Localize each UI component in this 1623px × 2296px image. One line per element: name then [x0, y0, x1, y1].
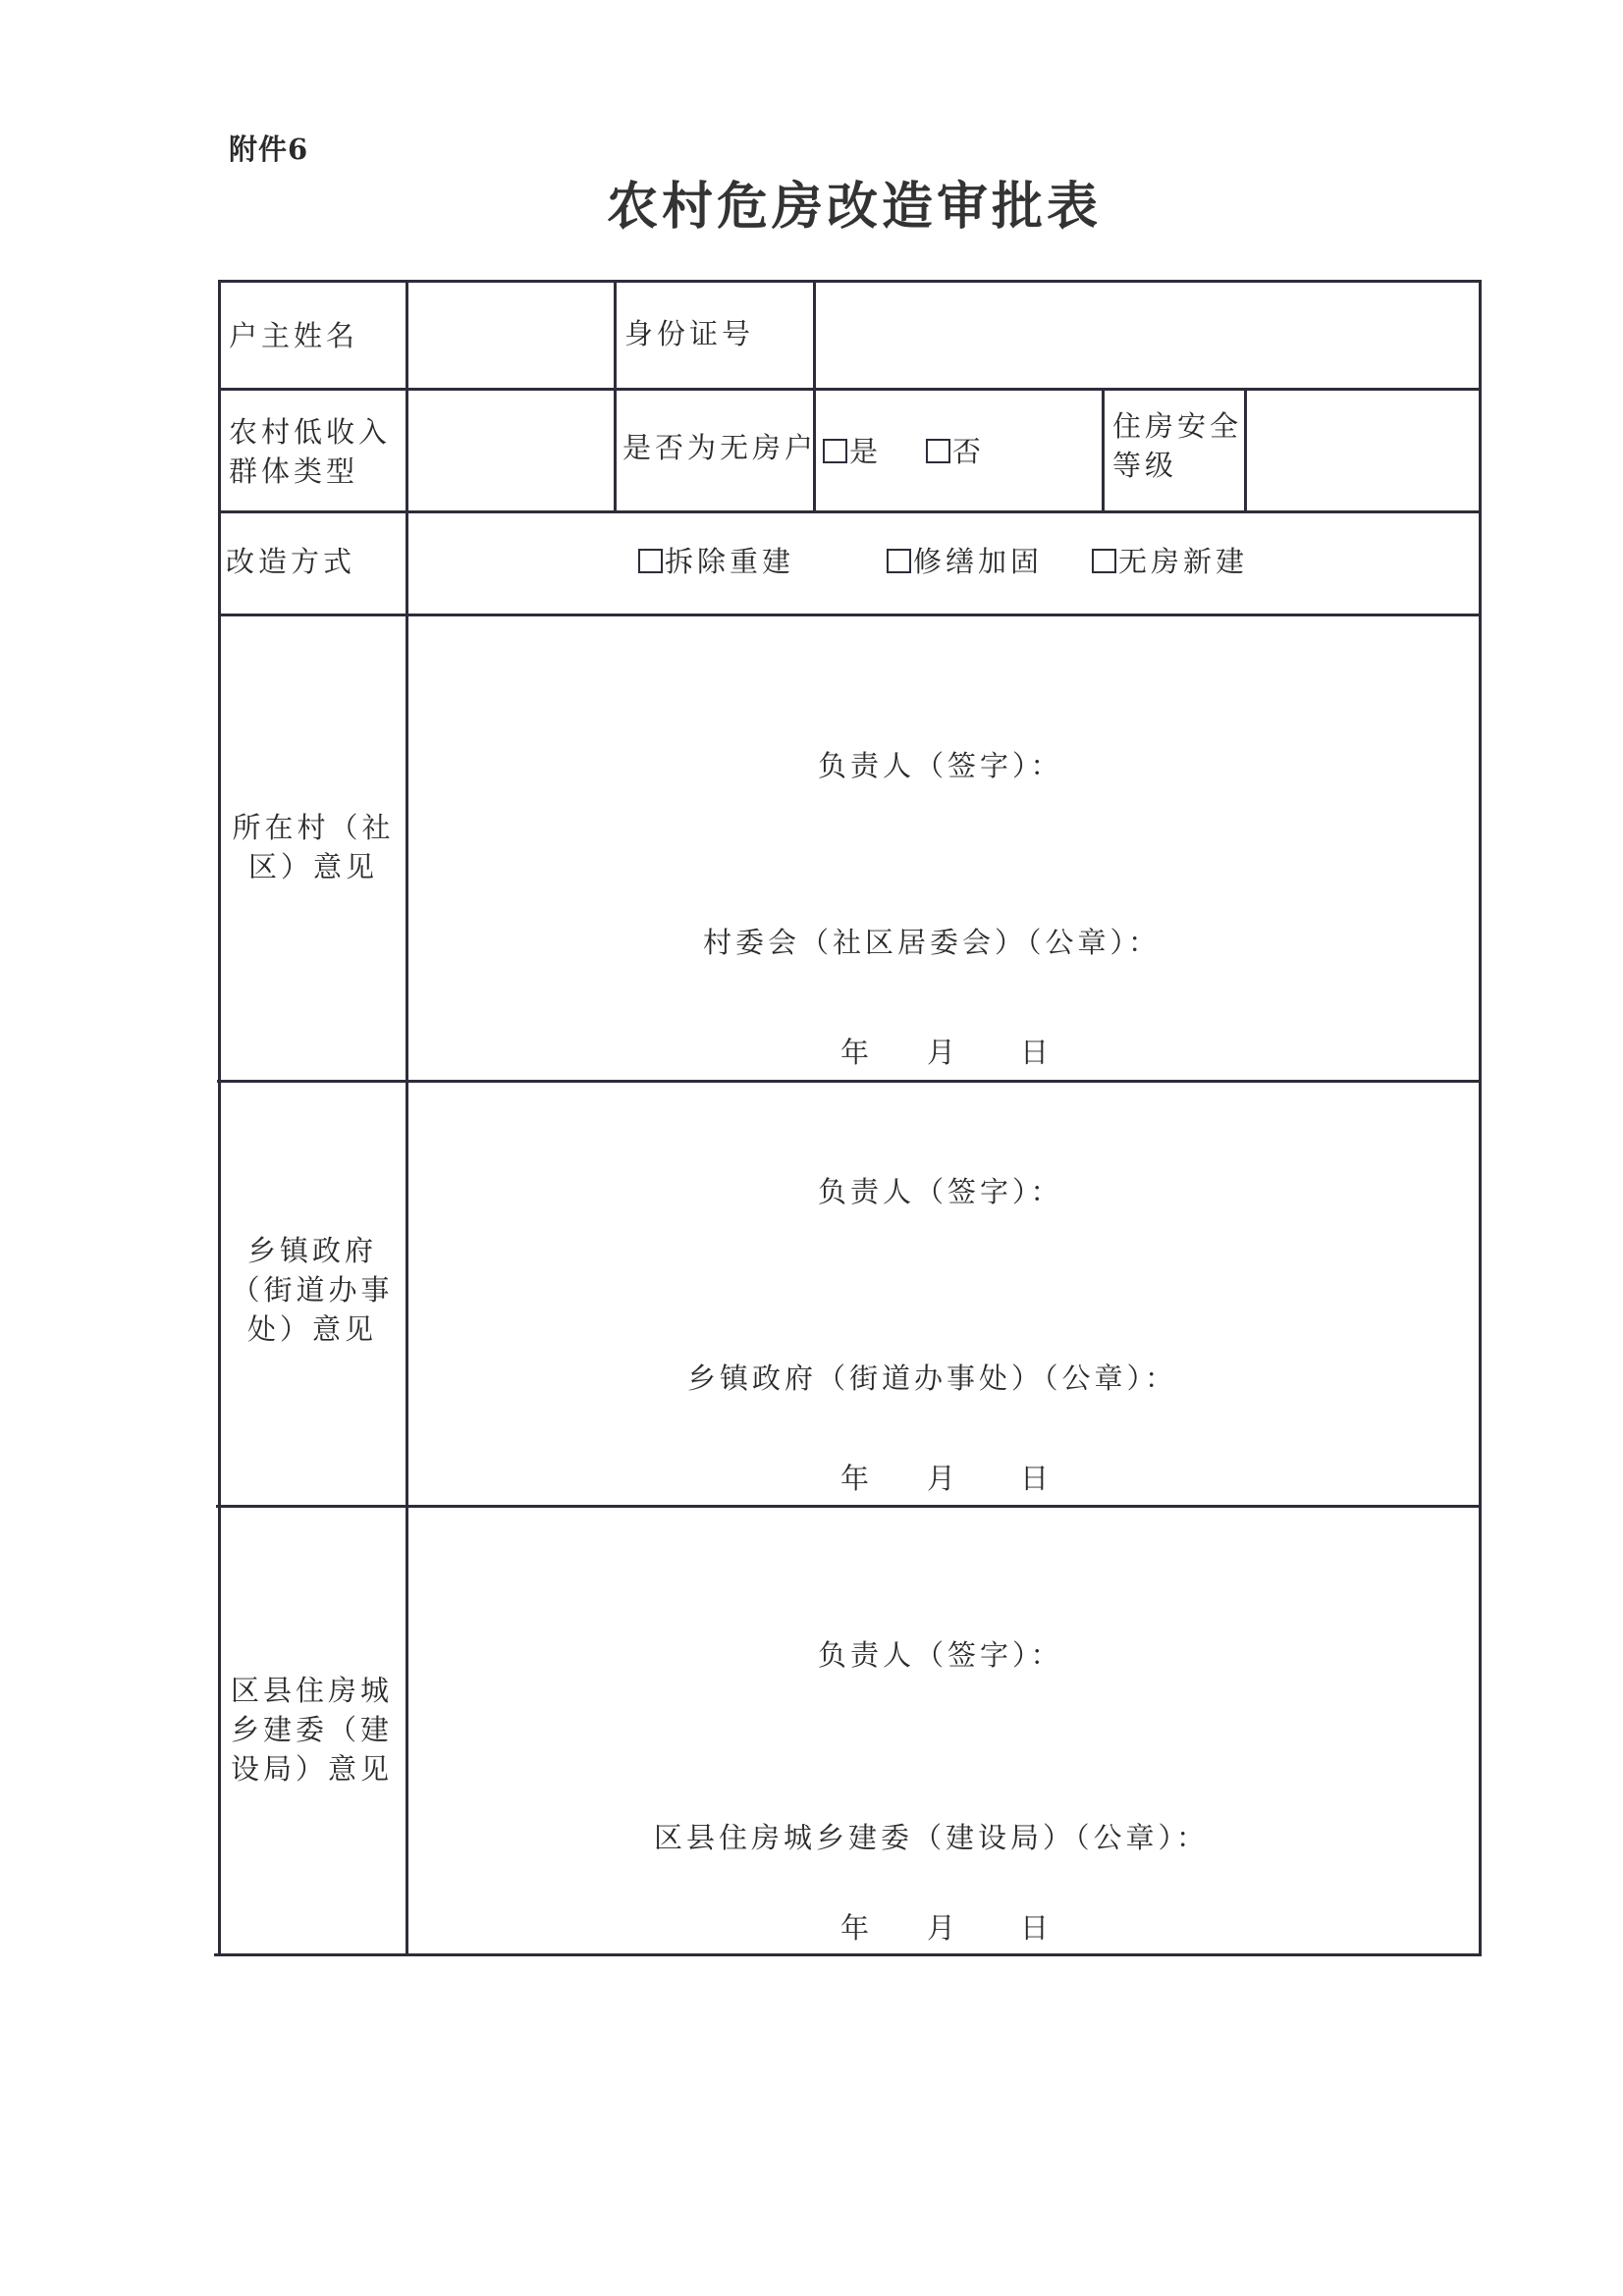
county-seal-label[interactable]: 区县住房城乡建委（建设局）（公章）： [654, 1821, 1210, 1854]
safety-level-field[interactable] [1249, 393, 1477, 508]
homeless-no-label: 否 [952, 435, 986, 468]
id-number-label: 身份证号 [624, 317, 755, 350]
homeless-no-checkbox[interactable] [926, 439, 950, 463]
divider-safety-left [1102, 388, 1105, 513]
township-label-line1: 乡镇政府 [246, 1234, 377, 1267]
attachment-label: 附件6 [229, 133, 309, 166]
newbuild-checkbox[interactable] [1092, 549, 1116, 573]
safety-label-line1: 住房安全 [1112, 409, 1243, 443]
county-date-year[interactable]: 年 [840, 1911, 874, 1945]
repair-label: 修缮加固 [913, 545, 1044, 578]
village-date-month[interactable]: 月 [927, 1036, 960, 1069]
village-label-line2: 区）意见 [247, 850, 378, 883]
rebuild-checkbox[interactable] [638, 549, 663, 573]
low-income-label-line1: 农村低收入 [229, 415, 392, 449]
county-label-line3: 设局）意见 [230, 1752, 393, 1786]
id-number-field[interactable] [818, 285, 1476, 387]
homeless-yes-option[interactable] [823, 430, 882, 470]
village-date-year[interactable]: 年 [840, 1036, 874, 1069]
township-seal-label[interactable]: 乡镇政府（街道办事处）（公章）： [687, 1362, 1178, 1395]
county-label-line1: 区县住房城 [230, 1674, 393, 1707]
county-date-month[interactable]: 月 [927, 1911, 960, 1945]
divider-id-value-left [813, 280, 816, 513]
township-date-year[interactable]: 年 [840, 1462, 874, 1495]
homeless-label: 是否为无房户 [622, 431, 818, 464]
homeless-yes-label: 是 [849, 435, 883, 468]
township-date-day[interactable]: 日 [1020, 1462, 1054, 1495]
village-label-line1: 所在村（社 [232, 811, 395, 844]
method-label: 改造方式 [226, 545, 356, 578]
table-border-bottom [214, 1953, 1482, 1956]
owner-name-field[interactable] [410, 285, 612, 387]
county-label-line2: 乡建委（建 [230, 1713, 393, 1746]
form-title: 农村危房改造审批表 [606, 177, 1102, 237]
village-signer-label[interactable]: 负责人（签字）： [818, 749, 1063, 782]
homeless-yes-checkbox[interactable] [823, 439, 847, 463]
method-option-newbuild[interactable] [1092, 540, 1248, 580]
repair-checkbox[interactable] [887, 549, 911, 573]
divider-safety-right [1244, 388, 1247, 513]
table-border-right [1479, 280, 1482, 1955]
low-income-field[interactable] [410, 393, 612, 508]
safety-label-line2: 等级 [1112, 449, 1178, 482]
label-column-divider [406, 280, 408, 1955]
low-income-label-line2: 群体类型 [229, 454, 359, 488]
owner-name-label: 户主姓名 [229, 319, 359, 352]
rebuild-label: 拆除重建 [665, 545, 795, 578]
homeless-no-option[interactable] [926, 430, 985, 470]
village-date-day[interactable]: 日 [1020, 1036, 1054, 1069]
township-signer-label[interactable]: 负责人（签字）： [818, 1175, 1063, 1208]
township-label-line3: 处）意见 [246, 1312, 377, 1346]
method-option-rebuild[interactable] [638, 540, 794, 580]
newbuild-label: 无房新建 [1118, 545, 1249, 578]
village-seal-label[interactable]: 村委会（社区居委会）（公章）： [703, 926, 1162, 959]
township-date-month[interactable]: 月 [927, 1462, 960, 1495]
county-signer-label[interactable]: 负责人（签字）： [818, 1638, 1063, 1672]
township-label-line2: （街道办事 [231, 1273, 394, 1307]
divider-id-label-left [614, 280, 617, 513]
method-option-repair[interactable] [887, 540, 1043, 580]
county-date-day[interactable]: 日 [1020, 1911, 1054, 1945]
